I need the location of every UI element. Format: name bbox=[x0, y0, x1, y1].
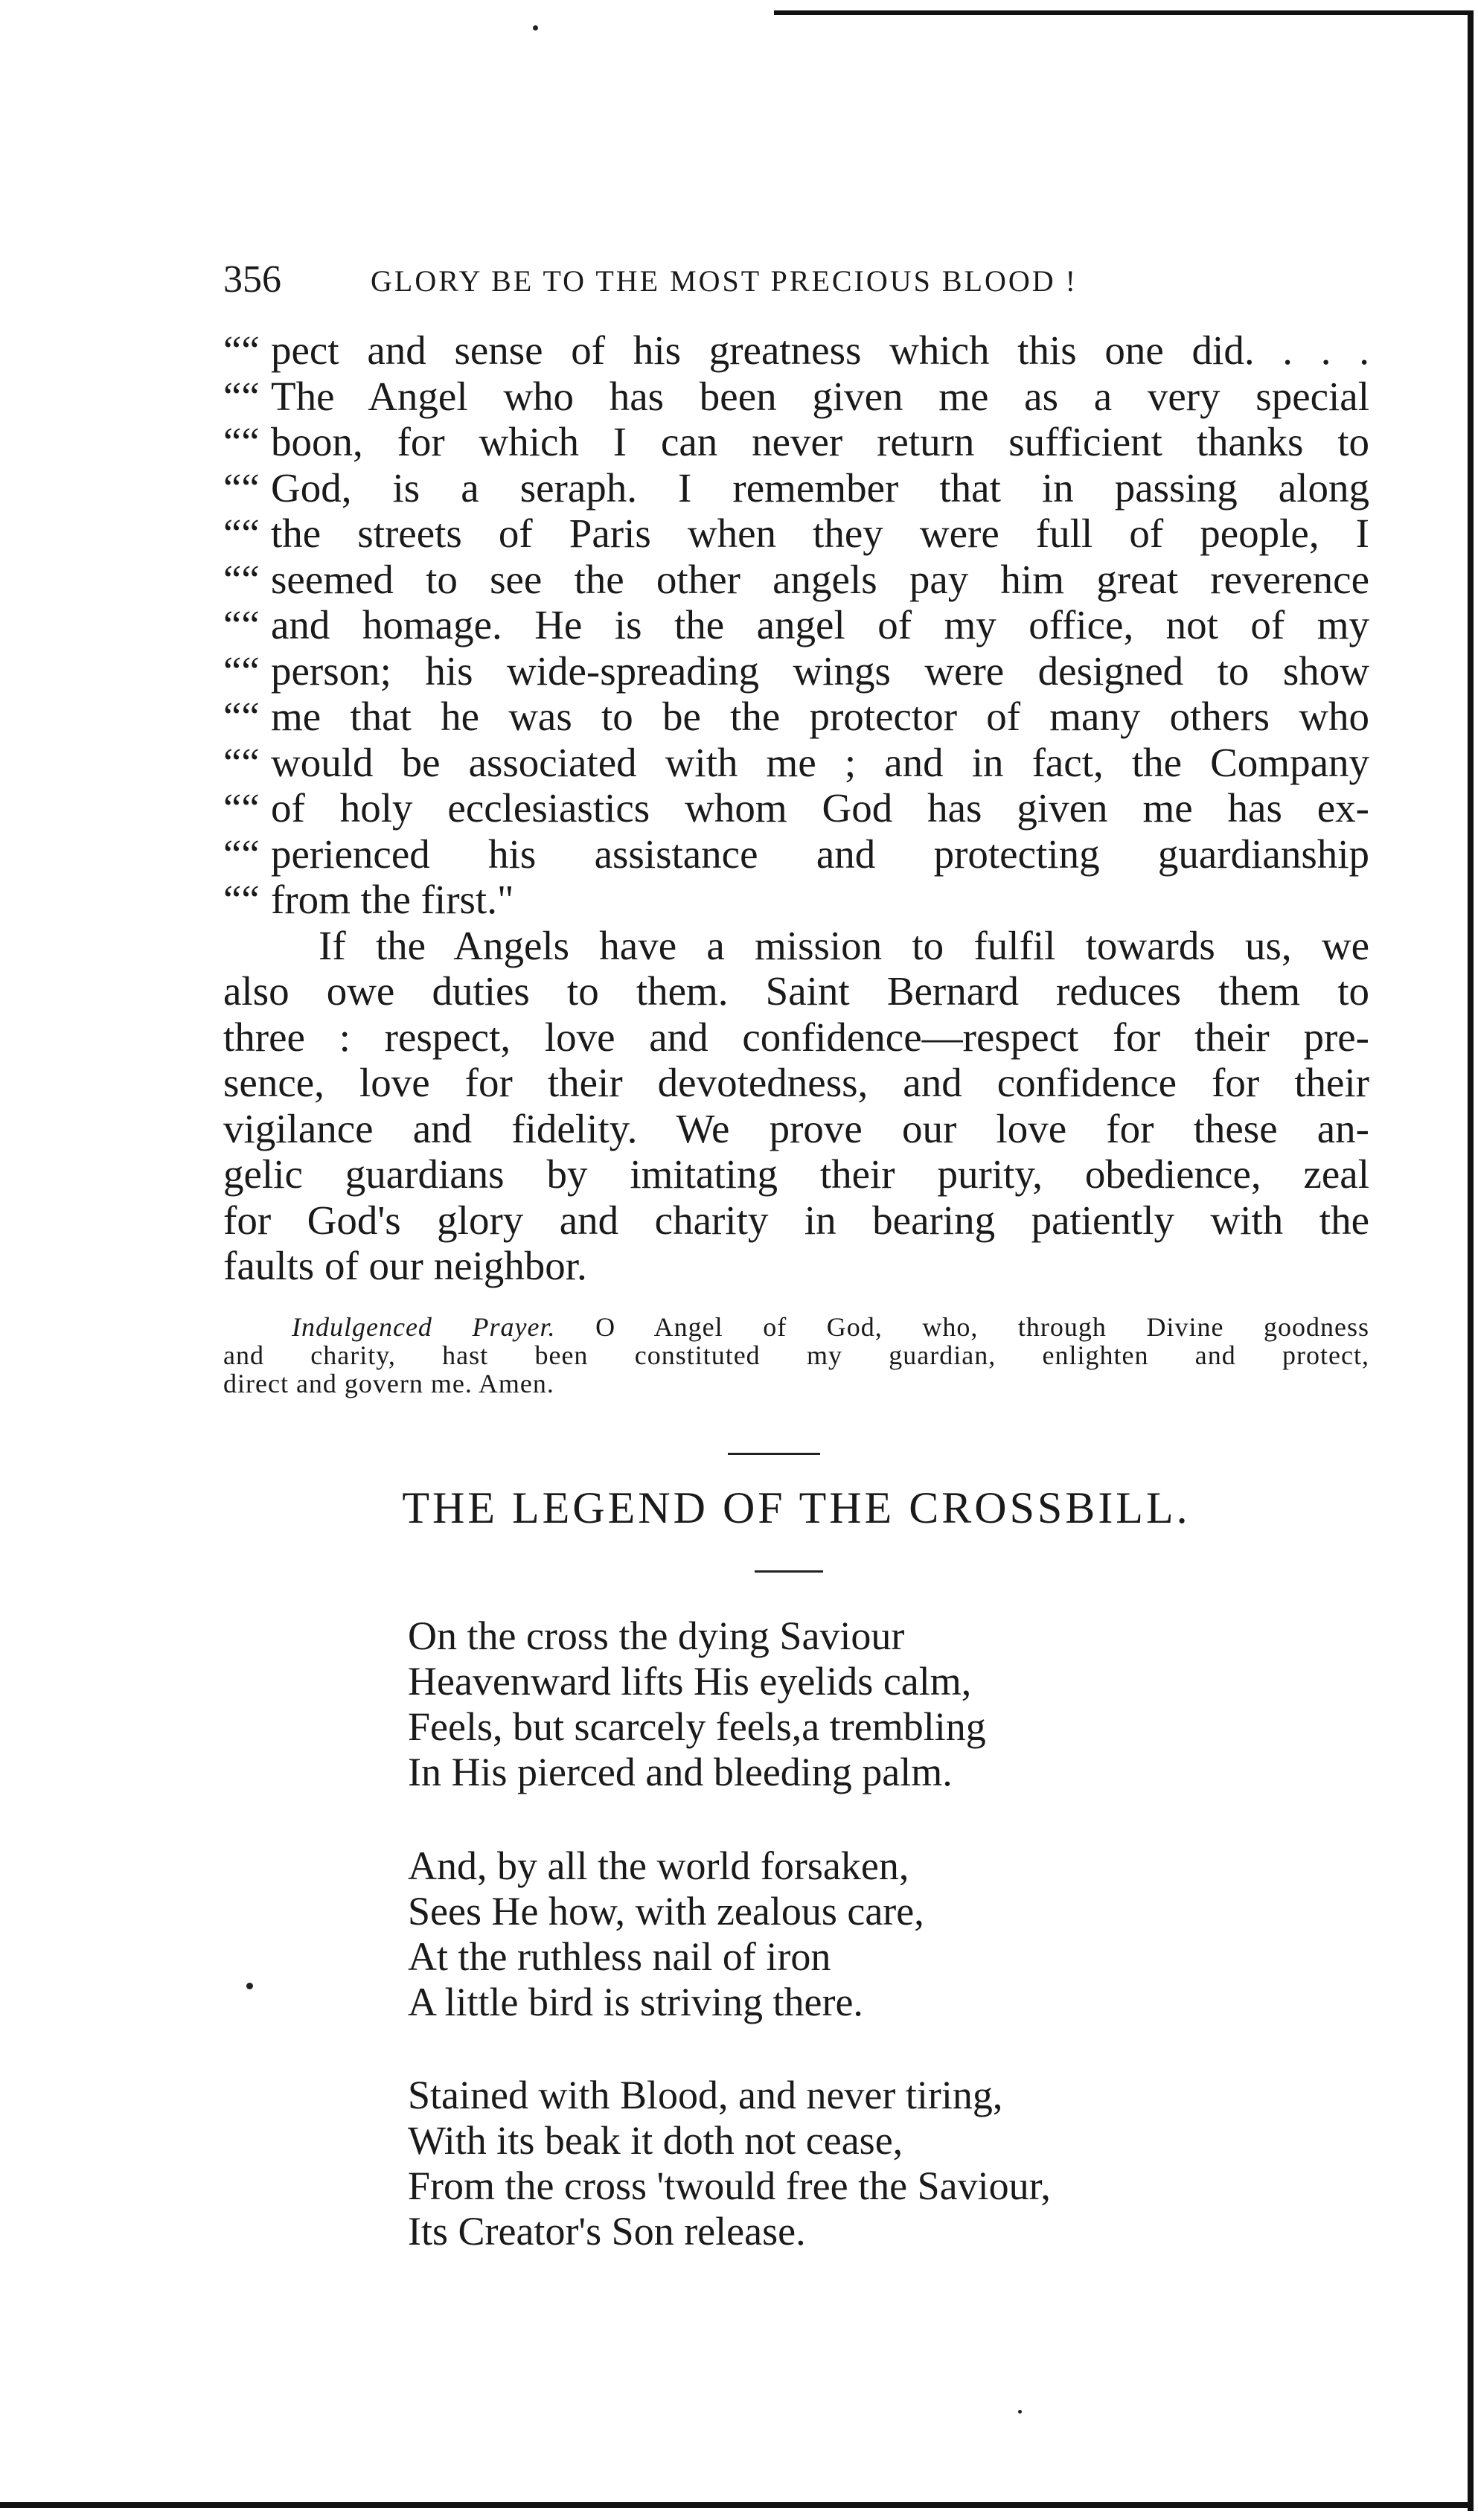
quote-line: ““ perienced his assistance and protecting guardianship bbox=[223, 831, 1369, 877]
poem-stanza bbox=[408, 2073, 1375, 2254]
poem-line: A little bird is striving there. bbox=[408, 1980, 863, 2024]
paragraph-line: gelic guardians by imitating their purity, obedience, zeal bbox=[223, 1151, 1369, 1197]
quote-line: ““ boon, for which I can never return sufficient thanks to bbox=[223, 419, 1369, 464]
ink-speck bbox=[246, 1983, 253, 1989]
ink-speck bbox=[1018, 2410, 1022, 2414]
poem-line: From the cross 'twould free the Saviour, bbox=[408, 2164, 1051, 2208]
poem-line: On the cross the dying Saviour bbox=[408, 1614, 905, 1658]
quote-line: ““ seemed to see the other angels pay him great reverence bbox=[223, 556, 1369, 602]
quote-line: ““ would be associated with me ; and in fact, the Company bbox=[223, 739, 1369, 785]
poem-line: With its beak it doth not cease, bbox=[408, 2118, 903, 2163]
ink-speck bbox=[533, 25, 538, 31]
paragraph-line: sence, love for their devotedness, and confidence for their bbox=[223, 1060, 1369, 1105]
quote-line: ““ and homage. He is the angel of my office, not of my bbox=[223, 602, 1369, 647]
running-head bbox=[223, 258, 1384, 310]
quote-line: ““ pect and sense of his greatness which this one did. . . . bbox=[223, 327, 1369, 373]
section-title: THE LEGEND OF THE CROSSBILL. bbox=[402, 1483, 1191, 1532]
poem-line: At the ruthless nail of iron bbox=[408, 1934, 831, 1979]
scan-border-bottom bbox=[0, 2502, 1474, 2508]
poem-line: Feels, but scarcely feels,a trembling bbox=[408, 1704, 986, 1749]
prayer-line bbox=[223, 1313, 1369, 1341]
quote-line: ““ person; his wide-spreading wings were designed to show bbox=[223, 647, 1369, 694]
prayer-line: direct and govern me. Amen. bbox=[223, 1369, 554, 1398]
quote-line: ““ The Angel who has been given me as a very special bbox=[223, 373, 1369, 419]
prayer-line: and charity, hast been constituted my guardian, enlighten and protect, bbox=[223, 1340, 1369, 1370]
prayer-text: O Angel of God, who, through Divine goodness bbox=[595, 1312, 1370, 1342]
paragraph-line: vigilance and fidelity. We prove our love for these an- bbox=[223, 1105, 1369, 1151]
poem-line: Its Creator's Son release. bbox=[408, 2209, 806, 2254]
page-number: 356 bbox=[223, 258, 281, 301]
poem-line: Sees He how, with zealous care, bbox=[408, 1889, 924, 1934]
quote-line: ““ me that he was to be the protector of many others who bbox=[223, 694, 1369, 739]
poem-stanza bbox=[408, 1614, 1375, 1795]
paragraph-line: If the Angels have a mission to fulfil towards us, we bbox=[319, 922, 1369, 968]
body-text bbox=[223, 327, 1369, 1289]
paragraph-line: faults of our neighbor. bbox=[223, 1243, 587, 1288]
paragraph-line: also owe duties to them. Saint Bernard reduces them to bbox=[223, 968, 1369, 1014]
running-head-title: GLORY BE TO THE MOST PRECIOUS BLOOD ! bbox=[371, 264, 1078, 298]
quote-line: ““ from the first." bbox=[223, 877, 514, 922]
poem-stanza bbox=[408, 1843, 1375, 2025]
scan-border-right bbox=[1468, 10, 1474, 2511]
poem-line: Heavenward lifts His eyelids calm, bbox=[408, 1659, 972, 1704]
quote-line: ““ God, is a seraph. I remember that in passing along bbox=[223, 464, 1369, 511]
indulgenced-prayer bbox=[223, 1313, 1369, 1398]
quote-line: ““ the streets of Paris when they were full of people, I bbox=[223, 511, 1369, 556]
paragraph-line: three : respect, love and confidence—respect for their pre- bbox=[223, 1014, 1369, 1060]
poem-line: And, by all the world forsaken, bbox=[408, 1843, 909, 1888]
poem-line: Stained with Blood, and never tiring, bbox=[408, 2073, 1003, 2117]
paragraph-line: for God's glory and charity in bearing patiently with the bbox=[223, 1197, 1369, 1243]
title-divider bbox=[755, 1570, 823, 1573]
poem-line: In His pierced and bleeding palm. bbox=[408, 1750, 953, 1794]
quote-line: ““ of holy ecclesiastics whom God has given me has ex- bbox=[223, 785, 1369, 831]
scan-border-top bbox=[774, 10, 1474, 15]
prayer-title: Indulgenced Prayer. bbox=[292, 1312, 556, 1342]
section-divider bbox=[728, 1453, 820, 1455]
